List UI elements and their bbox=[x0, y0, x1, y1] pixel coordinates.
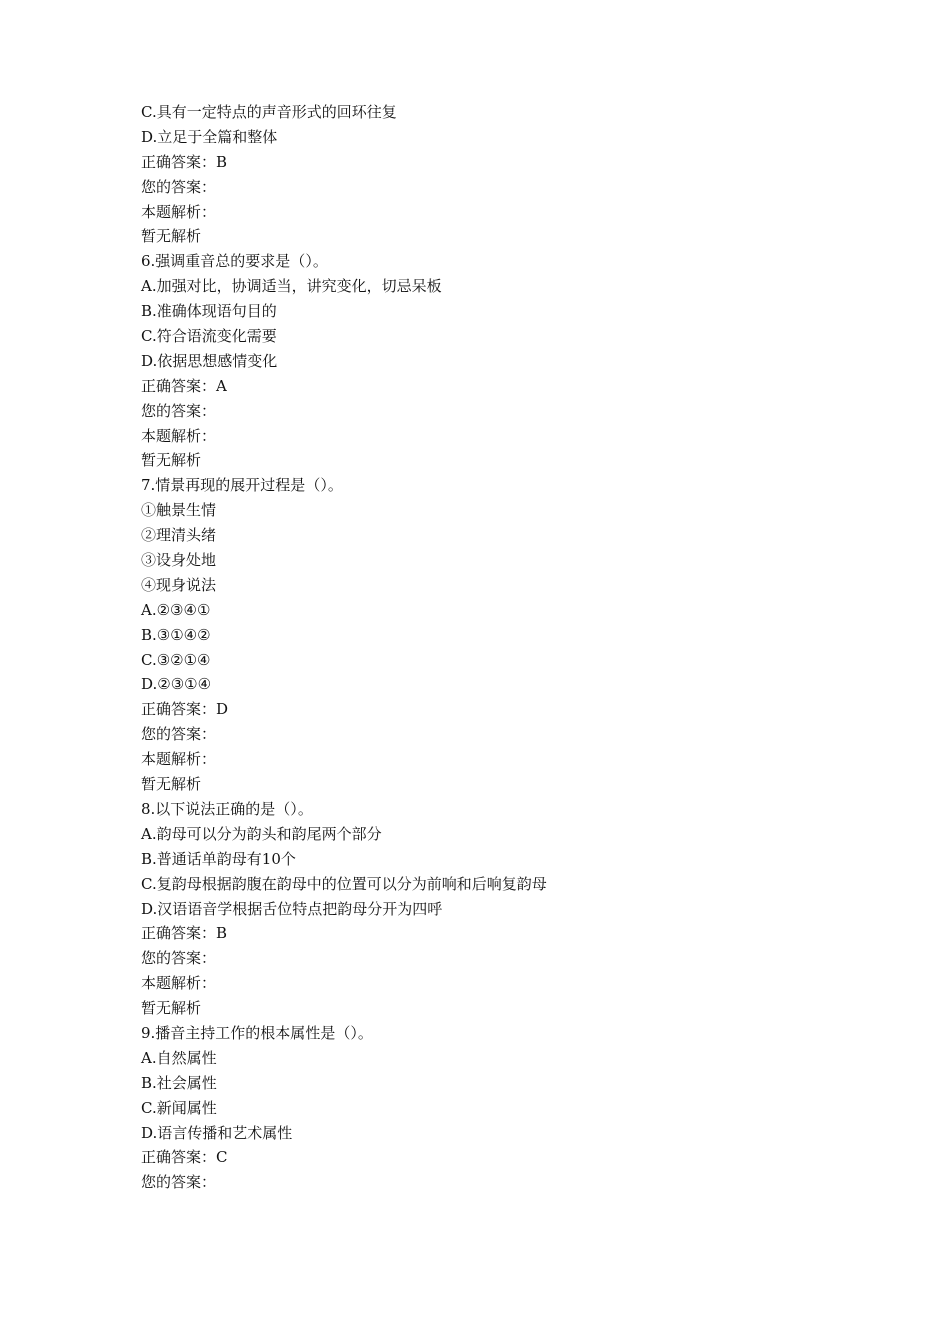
analysis-text-line: 暂无解析 bbox=[141, 451, 202, 470]
option-line: C.③②①④ bbox=[141, 650, 211, 669]
option-line: C.符合语流变化需要 bbox=[141, 327, 277, 346]
your-answer-line: 您的答案： bbox=[141, 725, 217, 744]
option-line: A.韵母可以分为韵头和韵尾两个部分 bbox=[141, 824, 382, 843]
question-title: 6.强调重音总的要求是（）。 bbox=[141, 252, 328, 271]
option-line: D.立足于全篇和整体 bbox=[141, 127, 278, 146]
analysis-label-line: 本题解析： bbox=[141, 202, 217, 221]
analysis-label-line: 本题解析： bbox=[141, 426, 217, 445]
option-line: D.②③①④ bbox=[141, 675, 212, 694]
option-line: B.普通话单韵母有10个 bbox=[141, 849, 296, 868]
option-line: D.依据思想感情变化 bbox=[141, 351, 278, 370]
option-line: A.②③④① bbox=[141, 600, 211, 619]
option-line: B.准确体现语句目的 bbox=[141, 302, 277, 321]
question-title: 7.情景再现的展开过程是（）。 bbox=[141, 476, 343, 495]
statement-line: ②理清头绪 bbox=[141, 526, 217, 545]
your-answer-line: 您的答案： bbox=[141, 1173, 217, 1192]
analysis-text-line: 暂无解析 bbox=[141, 775, 202, 794]
statement-line: ④现身说法 bbox=[141, 575, 217, 594]
analysis-label-line: 本题解析： bbox=[141, 750, 217, 769]
correct-answer-line: 正确答案：C bbox=[141, 1148, 228, 1167]
analysis-label-line: 本题解析： bbox=[141, 974, 217, 993]
your-answer-line: 您的答案： bbox=[141, 401, 217, 420]
analysis-text-line: 暂无解析 bbox=[141, 999, 202, 1018]
option-line: B.③①④② bbox=[141, 625, 211, 644]
option-line: C.复韵母根据韵腹在韵母中的位置可以分为前响和后响复韵母 bbox=[141, 874, 547, 893]
statement-line: ③设身处地 bbox=[141, 551, 217, 570]
option-line: A.自然属性 bbox=[141, 1048, 217, 1067]
option-line: C.具有一定特点的声音形式的回环往复 bbox=[141, 103, 397, 121]
your-answer-line: 您的答案： bbox=[141, 177, 217, 196]
statement-line: ①触景生情 bbox=[141, 501, 217, 520]
option-line: B.社会属性 bbox=[141, 1073, 217, 1092]
analysis-text-line: 暂无解析 bbox=[141, 227, 202, 246]
option-line: D.语言传播和艺术属性 bbox=[141, 1123, 293, 1142]
option-line: A.加强对比，协调适当，讲究变化，切忌呆板 bbox=[141, 277, 442, 296]
correct-answer-line: 正确答案：B bbox=[141, 152, 228, 171]
option-line: C.新闻属性 bbox=[141, 1098, 217, 1117]
your-answer-line: 您的答案： bbox=[141, 949, 217, 968]
question-title: 8.以下说法正确的是（）。 bbox=[141, 799, 313, 818]
correct-answer-line: 正确答案：B bbox=[141, 924, 228, 943]
question-title: 9.播音主持工作的根本属性是（）。 bbox=[141, 1023, 373, 1042]
document-page bbox=[141, 100, 901, 1195]
option-line: D.汉语语音学根据舌位特点把韵母分开为四呼 bbox=[141, 899, 443, 918]
correct-answer-line: 正确答案：A bbox=[141, 376, 227, 395]
correct-answer-line: 正确答案：D bbox=[141, 700, 229, 719]
